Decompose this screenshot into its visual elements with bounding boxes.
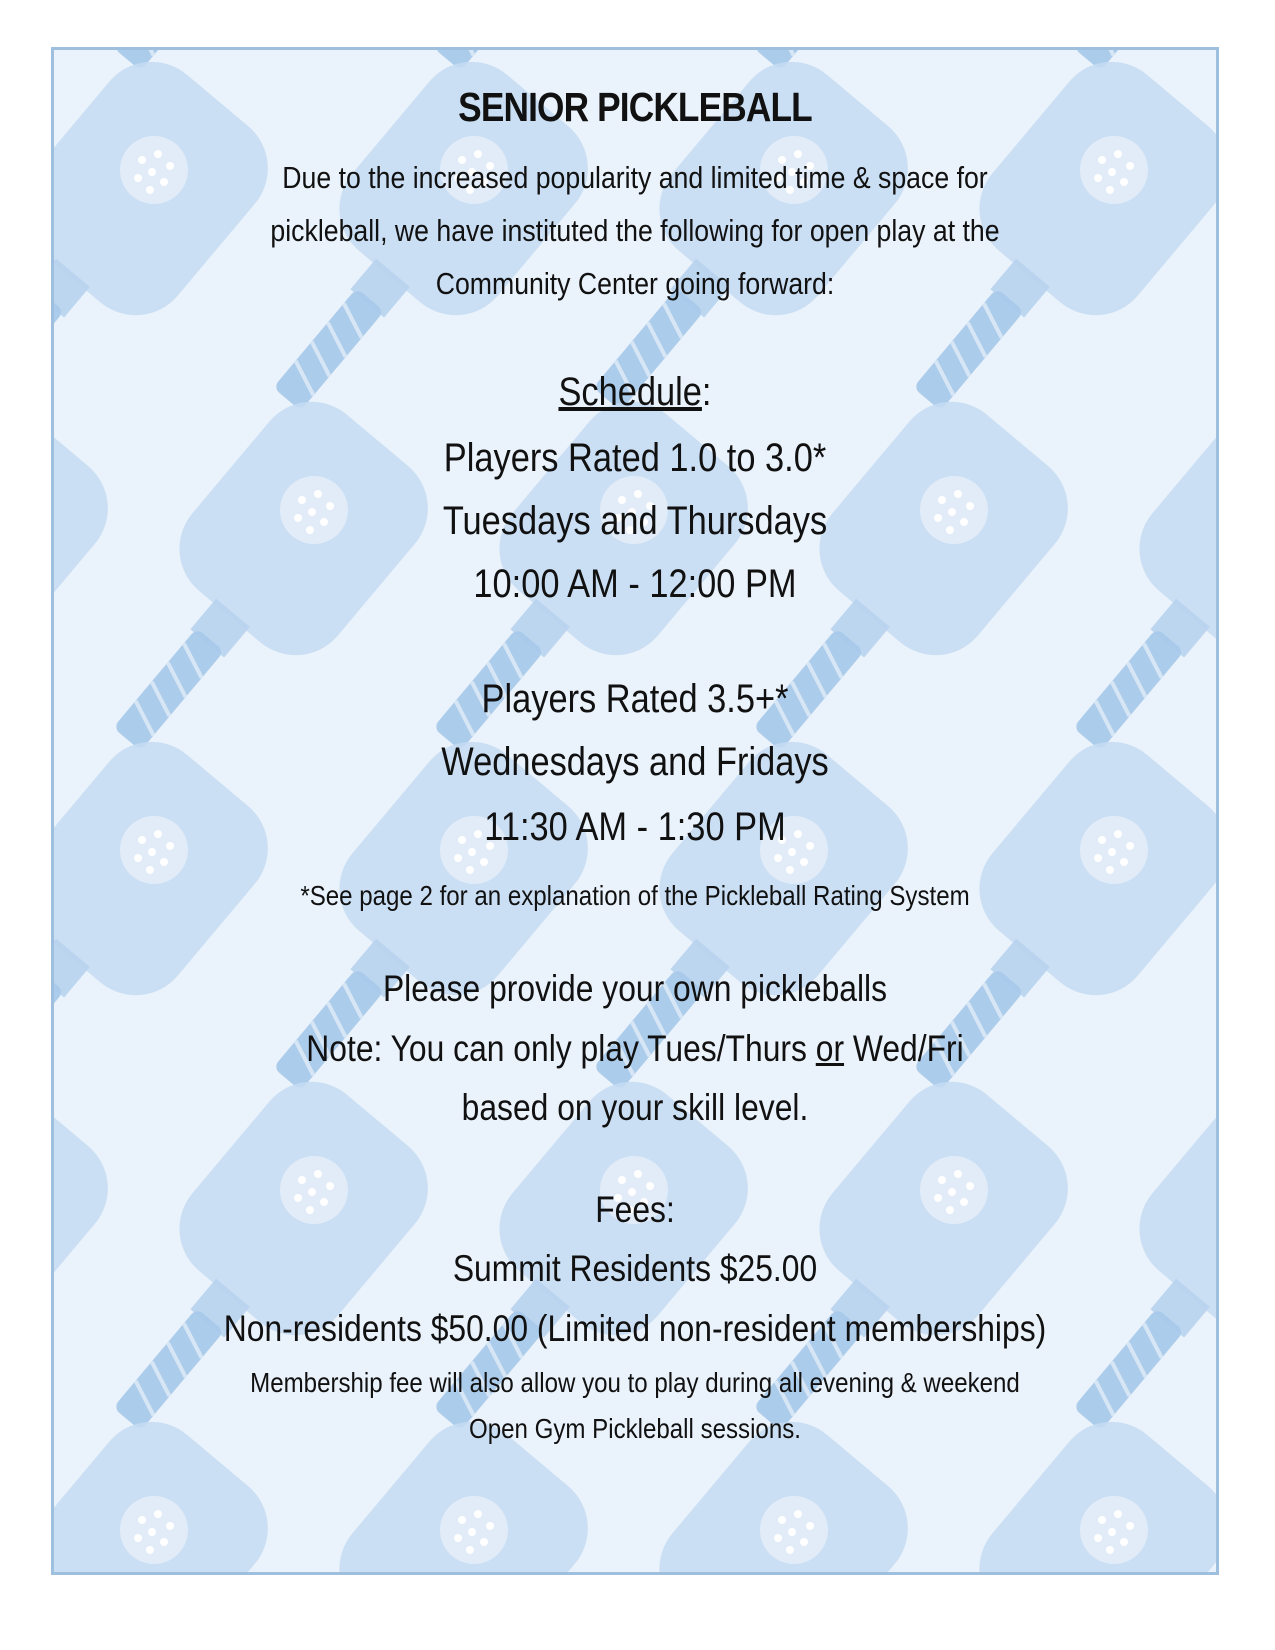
- pickleball-paddle-icon: [1174, 719, 1216, 1140]
- schedule-heading: [135, 370, 1134, 415]
- rating-footnote: *See page 2 for an explanation of the Pickleball Rating System: [300, 880, 970, 911]
- group2-days: Wednesdays and Fridays: [441, 740, 829, 784]
- intro-line-1: Due to the increased popularity and limited time & space for: [282, 160, 988, 195]
- play-note-suffix: Wed/Fri: [844, 1028, 964, 1069]
- fees-heading: Fees:: [595, 1189, 675, 1230]
- membership-line-2: Open Gym Pickleball sessions.: [469, 1413, 801, 1444]
- group1-time: 10:00 AM - 12:00 PM: [473, 562, 797, 606]
- schedule-heading-colon: :: [701, 370, 712, 414]
- intro-line-2: pickleball, we have instituted the following for open play at the: [270, 213, 1000, 248]
- group2-time: 11:30 AM - 1:30 PM: [484, 805, 786, 849]
- pickleball-paddle-icon: [54, 379, 130, 800]
- membership-line-1: Membership fee will also allow you to play during all evening & weekend: [250, 1367, 1020, 1398]
- play-note: [135, 1028, 1134, 1070]
- schedule-heading-text: Schedule: [558, 370, 702, 414]
- fees-residents: Summit Residents $25.00: [452, 1248, 818, 1289]
- group1-rating: Players Rated 1.0 to 3.0*: [443, 436, 827, 480]
- play-note-line-2: based on your skill level.: [461, 1087, 809, 1128]
- provide-pickleballs: Please provide your own pickleballs: [382, 968, 888, 1009]
- group1-days: Tuesdays and Thursdays: [442, 499, 828, 543]
- pickleball-ball-icon: [440, 1496, 508, 1564]
- play-note-prefix: Note: You can only play Tues/Thurs: [306, 1028, 816, 1069]
- group2-rating: Players Rated 3.5+*: [481, 677, 789, 721]
- pickleball-paddle-icon: [54, 1059, 130, 1480]
- pickleball-ball-icon: [1080, 1496, 1148, 1564]
- pickleball-ball-icon: [120, 1496, 188, 1564]
- pickleball-ball-icon: [760, 1496, 828, 1564]
- play-note-or: or: [815, 1028, 845, 1069]
- intro-line-3: Community Center going forward:: [435, 266, 835, 301]
- fees-nonresidents: Non-residents $50.00 (Limited non-resident memberships): [223, 1308, 1047, 1349]
- page-title: SENIOR PICKLEBALL: [458, 84, 812, 130]
- flyer-frame: [51, 47, 1219, 1575]
